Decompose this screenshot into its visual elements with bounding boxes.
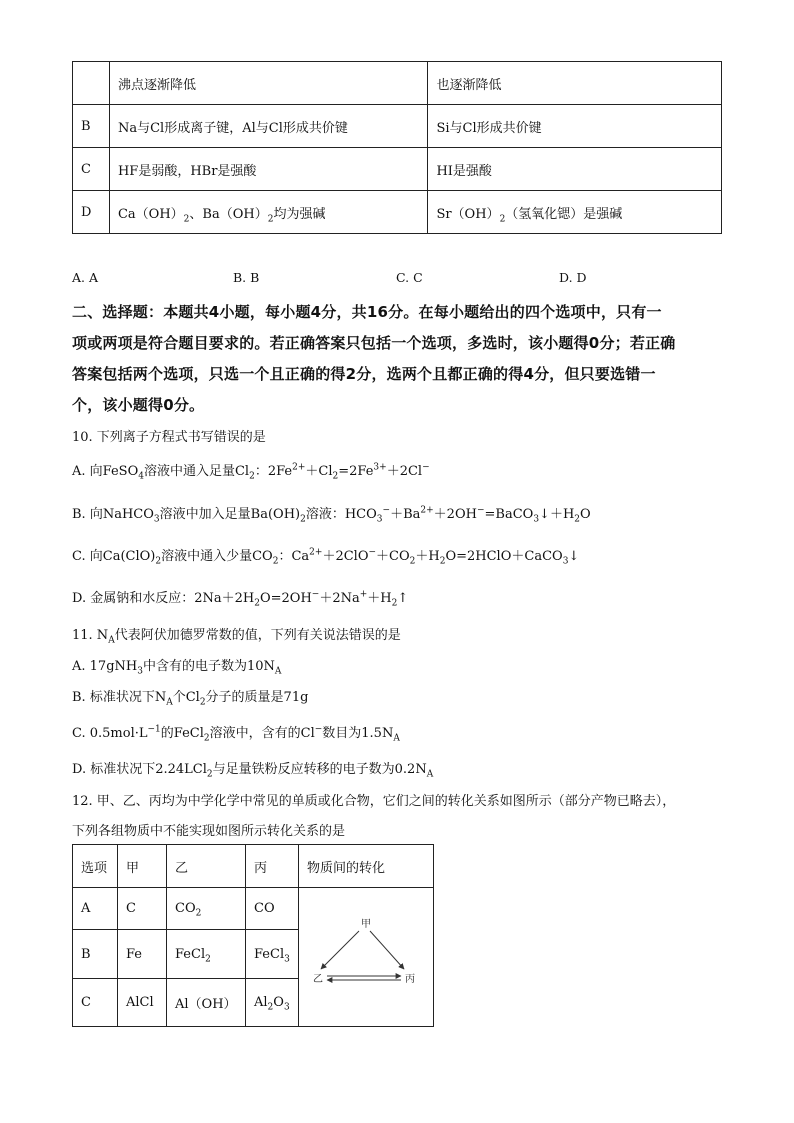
text: O <box>273 995 284 1010</box>
text: 11. N <box>72 628 109 643</box>
table-row <box>73 105 722 148</box>
text: ＋CO <box>376 549 410 564</box>
subscript: 2 <box>409 556 416 567</box>
subscript: 2 <box>183 214 190 225</box>
text: 的FeCl <box>160 726 204 741</box>
table-row <box>73 191 722 234</box>
text: ＋2OH <box>433 507 477 522</box>
q9-table <box>72 61 722 234</box>
text: Ca（OH） <box>117 206 184 222</box>
superscript: − <box>422 462 430 473</box>
superscript: − <box>311 589 320 600</box>
text: 溶液中通入足量 <box>143 464 235 479</box>
q11-option-c <box>72 722 400 744</box>
q12-stem-line2: 下列各组物质中不能实现如图所示转化关系的是 <box>72 824 346 839</box>
cell: A <box>73 888 118 930</box>
row-label: B <box>73 105 110 148</box>
text: C. 向 <box>72 549 103 564</box>
text: 中含有的电子数为10N <box>142 659 275 674</box>
subscript: A <box>108 635 115 646</box>
subscript: 2 <box>199 697 206 708</box>
header-cell: 乙 <box>167 845 246 888</box>
q10-option-c <box>72 545 580 567</box>
text: ：2Fe <box>254 464 293 479</box>
q11-option-b <box>72 686 309 708</box>
cell <box>428 191 722 234</box>
section2-line: 个，该小题得0分。 <box>72 396 205 414</box>
subscript: 2 <box>267 1002 274 1013</box>
section2-line: 答案包括两个选项，只选一个且正确的得2分，选两个且都正确的得4分，但只要选错一 <box>72 365 656 383</box>
superscript: 2+ <box>309 547 323 558</box>
section2-line: 二、选择题：本题共4小题，每小题4分，共16分。在每小题给出的四个选项中，只有一 <box>72 303 662 321</box>
text: Cl <box>234 464 250 479</box>
node-yi: 乙 <box>313 974 323 985</box>
row-label: C <box>73 148 110 191</box>
text: A. 向 <box>72 464 103 479</box>
text: ↓＋H <box>539 507 575 522</box>
text: ：Ca <box>278 549 310 564</box>
arrow-jia-to-yi <box>321 931 359 969</box>
cell <box>246 979 299 1027</box>
text: FeSO <box>102 464 139 479</box>
subscript: 2 <box>574 514 581 525</box>
cell: Fe <box>118 930 167 979</box>
text: （氢氧化锶）是强碱 <box>505 206 623 222</box>
text: 溶液：HCO <box>305 507 377 522</box>
header-cell: 甲 <box>118 845 167 888</box>
arrow-jia-to-bing <box>370 931 404 969</box>
text: A. 17gNH <box>72 659 138 674</box>
header-cell: 物质间的转化 <box>299 845 434 888</box>
subscript: 3 <box>533 514 540 525</box>
superscript: − <box>314 724 323 735</box>
subscript: 3 <box>562 556 569 567</box>
cell <box>167 888 246 930</box>
cell: CO <box>246 888 299 930</box>
cell <box>109 191 427 234</box>
cell <box>167 930 246 979</box>
cell: C <box>118 888 167 930</box>
subscript: 3 <box>153 514 160 525</box>
subscript: 2 <box>267 214 274 225</box>
superscript: 2+ <box>292 462 306 473</box>
text: ＋2ClO <box>322 549 369 564</box>
cell: B <box>73 930 118 979</box>
text: 个Cl <box>172 690 200 705</box>
subscript: 2 <box>300 514 306 525</box>
q9-choices <box>72 270 722 286</box>
text: ＋H <box>367 591 392 606</box>
subscript: A <box>166 697 173 708</box>
text: CO <box>252 549 273 564</box>
cell: 也逐渐降低 <box>428 62 722 105</box>
text: NaHCO <box>102 507 154 522</box>
text: C. 0.5mol·L <box>72 726 148 741</box>
text: ＋H <box>415 549 440 564</box>
table-row <box>73 62 722 105</box>
superscript: − <box>476 505 485 516</box>
text: Ca(ClO) <box>102 549 156 564</box>
text: 、Ba（OH） <box>189 206 268 222</box>
conversion-diagram-cell <box>299 888 434 1027</box>
text: 与足量铁粉反应转移的电子数为0.2N <box>212 762 427 777</box>
text: ＋2Na <box>319 591 360 606</box>
text: O <box>580 507 591 522</box>
text: O=2OH <box>259 591 312 606</box>
text: 溶液中加入足量 <box>159 507 251 522</box>
text: B. 标准状况下N <box>72 690 167 705</box>
text: B. 向 <box>72 507 103 522</box>
table-row <box>73 888 434 930</box>
text: D. 金属钠和水反应：2Na＋2H <box>72 591 255 606</box>
choice-a: A. A <box>72 270 99 285</box>
subscript: 4 <box>138 471 144 482</box>
q10-option-a <box>72 460 430 482</box>
node-bing: 丙 <box>405 974 415 985</box>
text: 均为强碱 <box>273 206 326 222</box>
text: FeCl <box>175 946 206 962</box>
subscript: 2 <box>499 214 506 225</box>
q11-option-d <box>72 758 434 780</box>
text: 代表阿伏加德罗常数的值，下列有关说法错误的是 <box>114 628 401 643</box>
row-label <box>73 62 110 105</box>
superscript: 2+ <box>420 505 434 516</box>
subscript: A <box>274 666 282 677</box>
text: Sr（OH） <box>436 206 500 222</box>
subscript: 2 <box>195 908 202 919</box>
text: 数目为1.5N <box>322 726 394 741</box>
section2-line: 项或两项是符合题目要求的。若正确答案只包括一个选项，多选时，该小题得0分；若正确 <box>72 334 676 352</box>
choice-c: C. C <box>396 270 423 285</box>
cell: HI是强酸 <box>428 148 722 191</box>
q12-stem-line1: 12. 甲、乙、丙均为中学化学中常见的单质或化合物，它们之间的转化关系如图所示（部分产物已略去）， <box>72 794 676 809</box>
subscript: 2 <box>249 471 255 482</box>
cell <box>246 930 299 979</box>
text: 溶液中通入少量 <box>161 549 253 564</box>
cell: C <box>73 979 118 1027</box>
text: =BaCO <box>484 507 534 522</box>
subscript: 3 <box>283 1002 290 1013</box>
cell: Na与Cl形成离子键，Al与Cl形成共价键 <box>109 105 427 148</box>
text: Al <box>254 995 268 1010</box>
cell: Si与Cl形成共价键 <box>428 105 722 148</box>
q10-stem: 10. 下列离子方程式书写错误的是 <box>72 430 266 445</box>
subscript: 2 <box>391 598 398 609</box>
cell: AlCl <box>118 979 167 1027</box>
subscript: 3 <box>137 666 143 677</box>
subscript: A <box>426 769 434 780</box>
text: 溶液中，含有的Cl <box>209 726 315 741</box>
superscript: −1 <box>147 724 161 735</box>
header-cell: 丙 <box>246 845 299 888</box>
superscript: 3+ <box>373 462 387 473</box>
subscript: 2 <box>254 598 260 609</box>
choice-d: D. D <box>559 270 587 285</box>
node-jia: 甲 <box>361 919 371 930</box>
text: O=2HClO＋CaCO <box>445 549 563 564</box>
subscript: 3 <box>376 514 383 525</box>
cell: Al（OH） <box>167 979 246 1027</box>
table-header-row <box>73 845 434 888</box>
header-cell: 选项 <box>73 845 118 888</box>
q10-option-d <box>72 587 409 609</box>
text: CO <box>175 901 196 916</box>
q10-option-b <box>72 503 591 525</box>
section2-instructions <box>72 297 722 421</box>
subscript: 2 <box>205 954 211 965</box>
superscript: + <box>359 589 368 600</box>
subscript: 2 <box>272 556 279 567</box>
text: FeCl <box>254 946 285 962</box>
q11-stem <box>72 624 401 646</box>
text: Ba(OH) <box>250 507 301 522</box>
cell: 沸点逐渐降低 <box>109 62 427 105</box>
superscript: − <box>368 547 377 558</box>
q11-option-a <box>72 655 282 677</box>
subscript: A <box>393 733 400 744</box>
choice-b: B. B <box>233 270 260 285</box>
text: ＋Ba <box>390 507 421 522</box>
subscript: 2 <box>439 556 446 567</box>
conversion-diagram <box>299 890 433 1020</box>
text: ＋Cl <box>305 464 333 479</box>
text: D. 标准状况下2.24LCl <box>72 762 207 777</box>
subscript: 2 <box>206 769 213 780</box>
row-label: D <box>73 191 110 234</box>
superscript: − <box>382 505 391 516</box>
subscript: 3 <box>284 954 290 965</box>
text: ↑ <box>397 591 409 606</box>
subscript: 2 <box>155 556 162 567</box>
cell: HF是弱酸，HBr是强酸 <box>109 148 427 191</box>
text: ↓ <box>568 549 580 564</box>
subscript: 2 <box>332 471 339 482</box>
text: ＋2Cl <box>386 464 423 479</box>
table-row <box>73 148 722 191</box>
subscript: 2 <box>203 733 210 744</box>
text: =2Fe <box>338 464 374 479</box>
text: 分子的质量是71g <box>205 690 309 705</box>
q12-table <box>72 844 434 1027</box>
